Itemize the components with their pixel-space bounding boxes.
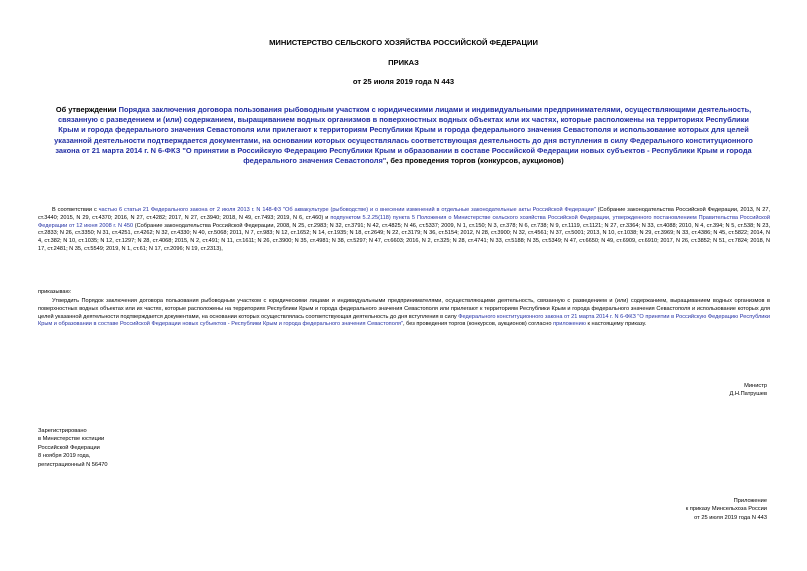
aquaculture-law-link[interactable]: частью 6 статьи 21 Федерального закона от 2 июля 2013 г. N 148-ФЗ "Об аквакультуре (рыбоводстве) и о внесении изменений в отдельные законодательные акты Российской Федерации"	[98, 207, 596, 213]
title-procedure-link[interactable]: Порядка заключения договора пользования рыбоводным участком с юридическими лицами и индивидуальными предпринимателями, осуществляющими деятельность, связанную с разведением и (или) содержанием, выращиванием водных организмов в поверхностных водных объектах или их частях, которые расположены на территориях Республики Крым и города федерального значения Севастополя или прилегают к территориям Республики Крым и города федерального значения Севастополя и использование которых для целей указанной деятельности подтверждается документами, на основании которых осуществлялась соответствующая деятельность до дня вступления в силу Федерального конституционного закона от 21 марта 2014 г. N 6-ФКЗ "О принятии в Российскую Федерацию Республики Крым и образовании в составе Российской Федерации новых субъектов - Республики Крым и города федерального значения Севастополя"	[54, 105, 753, 166]
approval-text-1: Утвердить Порядок заключения договора пользования рыбоводным участком с юридическими лицами и индивидуальными предпринимателями, осуществляющими деятельность, связанную с разведением и (или) содержанием, выращиванием водных организмов в поверхностных водных объектах или их частях, которые расположены на территориях Республики Крым и города федерального значения Севастополя или прилегают к территориям Республики Крым и города федерального значения Севастополя и использование которых для целей указанной деятельности подтверждается документами, на основании которых осуществлялась соответствующая деятельность до дня вступления в силу	[38, 298, 770, 320]
signature-block	[729, 382, 767, 398]
registration-line: Зарегистрировано	[38, 428, 87, 434]
order-word: приказываю:	[38, 289, 72, 295]
approval-paragraph	[38, 298, 770, 329]
appendix-line: Приложение	[733, 498, 767, 504]
approval-text-2: , без проведения торгов (конкурсов, аукционов) согласно	[402, 321, 554, 328]
ministry-regulation-link[interactable]: подпунктом 5.2.25(118) пункта 5 Положения о Министерстве сельского хозяйства Российской Федерации, утвержденного постановлением Правительства Российской Федерации от 12 июня 2008 г. N 450	[38, 214, 770, 229]
registration-block	[38, 427, 108, 469]
appendix-link[interactable]: приложению	[553, 321, 586, 328]
signature-name: Д.Н.Патрушев	[729, 391, 767, 397]
preamble-paragraph	[38, 207, 770, 254]
approval-text-3: к настоящему приказу.	[585, 321, 647, 328]
preamble-text-3: (Собрание законодательства Российской Федерации, 2008, N 25, ст.2983; N 32, ст.3791; N 42, ст.4825; N 46, ст.5337; 2009, N 1, ст.150; N 3, ст.378; N 6, ст.738; N 9, ст.1119, ст.1121; N 27, ст.3364; N 33, ст.4088; 2010, N 4, ст.394; N 5, ст.538; N 23, ст.2833; N 26, ст.3350; N 31, ст.4251, ст.4262; N 32, ст.4330; N 40, ст.5068; 2011, N 7, ст.983; N 12, ст.1652; N 14, ст.1935; N 18, ст.2649; N 22, ст.3179; N 36, ст.5154; 2012, N 28, ст.3900; N 32, ст.4561; N 37, ст.5001; 2013, N 10, ст.1038; N 29, ст.3969; N 33, ст.4386; N 45, ст.5822; 2014, N 4, ст.382; N 10, ст.1035; N 12, ст.1297; N 28, ст.4068; 2015, N 2, ст.491; N 11, ст.1611; N 26, ст.3900; N 35, ст.4981; N 38, ст.5297; N 47, ст.6603; 2016, N 2, ст.325; N 28, ст.4741; N 33, ст.5188; N 35, ст.5349; N 47, ст.6650; N 49, ст.6909, ст.6910; 2017, N 26, ст.3852; N 51, ст.7824; 2018, N 17, ст.2481; N 35, ст.5549; 2019, N 1, ст.61; N 17, ст.2096; N 19, ст.2313),	[38, 222, 771, 252]
order-title	[48, 105, 759, 166]
constitutional-law-link[interactable]: Федерального конституционного закона от 21 марта 2014 г. N 6-ФКЗ "О принятии в Российскую Федерацию Республики Крым и образовании в составе Российской Федерации новых субъектов - Республики Крым и города федерального значения Севастополя"	[38, 313, 770, 328]
signature-position: Министр	[744, 383, 767, 389]
order-heading: ПРИКАЗ	[388, 58, 419, 67]
preamble-text-2: (Собрание законодательства Российской Федерации, 2013, N 27, ст.3440; 2015, N 29, ст.4370; 2016, N 27, ст.4282; 2017, N 27, ст.3940; 2018, N 49, ст.7493; 2019, N 6, ст.460) и	[38, 207, 771, 221]
registration-line: 8 ноября 2019 года,	[38, 453, 91, 460]
appendix-line: от 25 июля 2019 года N 443	[694, 514, 767, 521]
registration-line: регистрационный N 56470	[38, 461, 108, 468]
registration-line: в Министерстве юстиции	[38, 436, 105, 443]
appendix-block	[686, 497, 767, 522]
appendix-line: к приказу Минсельхоза России	[685, 506, 767, 513]
registration-line: Российской Федерации	[38, 444, 100, 451]
preamble-text-1: В соответствии с	[52, 207, 99, 213]
title-suffix: , без проведения торгов (конкурсов, аукционов)	[386, 156, 564, 166]
ministry-heading: МИНИСТЕРСТВО СЕЛЬСКОГО ХОЗЯЙСТВА РОССИЙСКОЙ ФЕДЕРАЦИИ	[269, 38, 538, 47]
title-prefix: Об утверждении	[55, 105, 119, 114]
order-date-number: от 25 июля 2019 года N 443	[352, 77, 455, 86]
